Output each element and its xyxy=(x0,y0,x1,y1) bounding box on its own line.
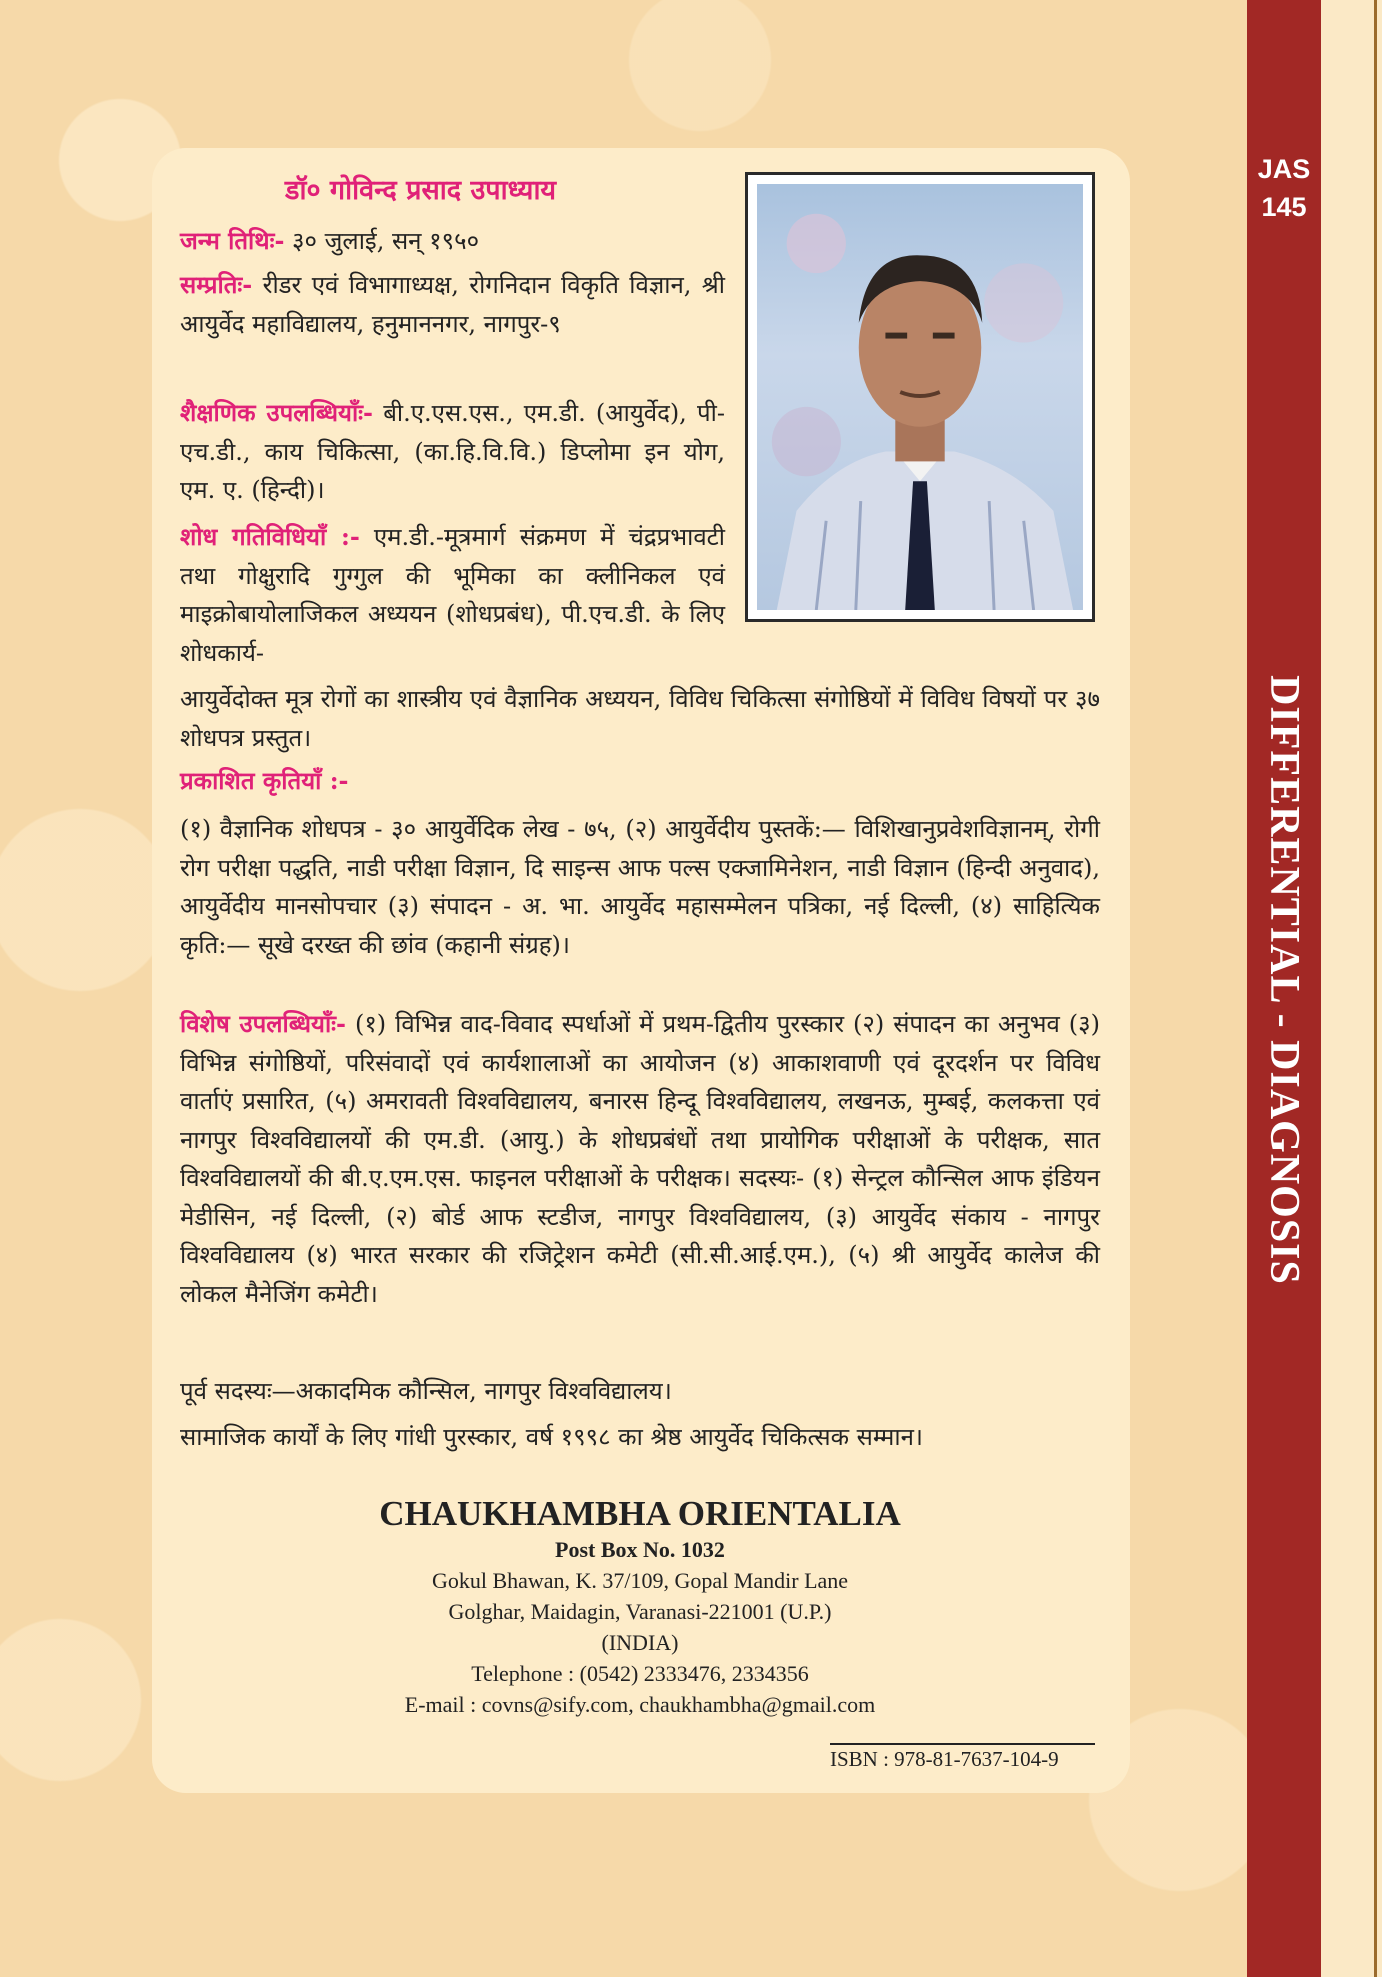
telephone: Telephone : (0542) 2333476, 2334356 xyxy=(471,1661,809,1686)
current-position xyxy=(180,266,725,343)
address-line2: Golghar, Maidagin, Varanasi-221001 (U.P.) xyxy=(448,1599,832,1624)
education-value: बी.ए.एस.एस., एम.डी. (आयुर्वेद), पी-एच.डी., काय चिकित्सा, (का.हि.वि.वि.) डिप्लोमा इन योग, एम. ए. (हिन्दी)। xyxy=(180,399,725,504)
series-code-line2: 145 xyxy=(1261,192,1307,222)
publications-heading: प्रकाशित कृतियाँ :- xyxy=(180,766,349,795)
post-box: Post Box No. 1032 xyxy=(555,1537,725,1562)
research xyxy=(180,518,725,672)
education-label: शैक्षणिक उपलब्धियाँः- xyxy=(180,398,373,427)
award-line: सामाजिक कार्यों के लिए गांधी पुरस्कार, वर्ष १९९८ का श्रेष्ठ आयुर्वेद चिकित्सक सम्मान। xyxy=(180,1423,924,1451)
education xyxy=(180,394,725,510)
isbn: ISBN : 978-81-7637-104-9 xyxy=(830,1747,1059,1771)
special-achievements xyxy=(180,1005,1100,1313)
series-code xyxy=(1247,150,1321,226)
research-label: शोध गतिविधियाँ :- xyxy=(180,522,360,551)
dob-label: जन्म तिथिः- xyxy=(180,226,285,255)
author-photo xyxy=(757,184,1083,610)
research-continued: आयुर्वेदोक्त मूत्र रोगों का शास्त्रीय एवं वैज्ञानिक अध्ययन, विविध चिकित्सा संगोष्ठियों में विविध विषयों पर ३७ शोधपत्र प्रस्तुत। xyxy=(180,685,1100,752)
series-code-line1: JAS xyxy=(1257,154,1311,184)
current-label: सम्प्रतिः- xyxy=(180,270,253,299)
country: (INDIA) xyxy=(601,1630,679,1655)
author-name: डॉ० गोविन्द प्रसाद उपाध्याय xyxy=(285,175,557,206)
special-label: विशेष उपलब्धियाँः- xyxy=(180,1009,346,1038)
author-photo-frame xyxy=(745,172,1095,622)
publisher-name: CHAUKHAMBHA ORIENTALIA xyxy=(379,1494,901,1533)
address-line1: Gokul Bhawan, K. 37/109, Gopal Mandir Lane xyxy=(431,1568,849,1593)
dob-line xyxy=(180,222,725,261)
dob-value: ३० जुलाई, सन् १९५० xyxy=(284,227,480,255)
research-value: एम.डी.-मूत्रमार्ग संक्रमण में चंद्रप्रभावटी तथा गोक्षुरादि गुग्गुल की भूमिका का क्लीनिकल एवं माइक्रोबायोलाजिकल अध्ययन (शोधप्रबंध), पी.एच.डी. के लिए शोधकार्य- xyxy=(180,523,725,667)
publications-text: (१) वैज्ञानिक शोधपत्र - ३० आयुर्वेदिक लेख - ७५, (२) आयुर्वेदीय पुस्तकें:— विशिखानुप्रवेशविज्ञानम्, रोगी रोग परीक्षा पद्धति, नाडी परीक्षा विज्ञान, दि साइन्स आफ पल्स एक्जामिनेशन, नाडी विज्ञान (हिन्दी अनुवाद), आयुर्वेदीय मानसोपचार (३) संपादन - अ. भा. आयुर्वेद महासम्मेलन पत्रिका, नई दिल्ली, (४) साहित्यिक कृति:— सूखे दरख्त की छांव (कहानी संग्रह)। xyxy=(180,815,1100,959)
spine-edge xyxy=(1321,0,1382,1977)
isbn-rule xyxy=(830,1743,1095,1745)
former-member: पूर्व सदस्यः—अकादमिक कौन्सिल, नागपुर विश्वविद्यालय। xyxy=(180,1377,672,1405)
email: E-mail : covns@sify.com, chaukhambha@gmail.com xyxy=(404,1692,876,1717)
current-value: रीडर एवं विभागाध्यक्ष, रोगनिदान विकृति विज्ञान, श्री आयुर्वेद महाविद्यालय, हनुमाननगर, नागपुर-९ xyxy=(180,271,725,338)
special-value: (१) विभिन्न वाद-विवाद स्पर्धाओं में प्रथम-द्वितीय पुरस्कार (२) संपादन का अनुभव (३) विभिन्न संगोष्ठियों, परिसंवादों एवं कार्यशालाओं का आयोजन (४) आकाशवाणी एवं दूरदर्शन पर विविध वार्ताएं प्रसारित, (५) अमरावती विश्वविद्यालय, बनारस हिन्दू विश्वविद्यालय, लखनऊ, मुम्बई, कलकत्ता एवं नागपुर विश्वविद्यालयों की एम.डी. (आयु.) के शोधप्रबंधों तथा प्रायोगिक परीक्षाओं के परीक्षक, सात विश्वविद्यालयों की बी.ए.एम.एस. फाइनल परीक्षाओं के परीक्षक। सदस्यः- (१) सेन्ट्रल कौन्सिल आफ इंडियन मेडीसिन, नई दिल्ली, (२) बोर्ड आफ स्टडीज, नागपुर विश्वविद्यालय, (३) आयुर्वेद संकाय - नागपुर विश्वविद्यालय (४) भारत सरकार की रजिट्रेशन कमेटी (सी.सी.आई.एम.), (५) श्री आयुर्वेद कालेज की लोकल मैनेजिंग कमेटी। xyxy=(180,1010,1100,1308)
spine-divider xyxy=(1374,0,1377,1977)
spine-title: DIFFERENTIAL - DIAGNOSIS xyxy=(1261,675,1307,1285)
